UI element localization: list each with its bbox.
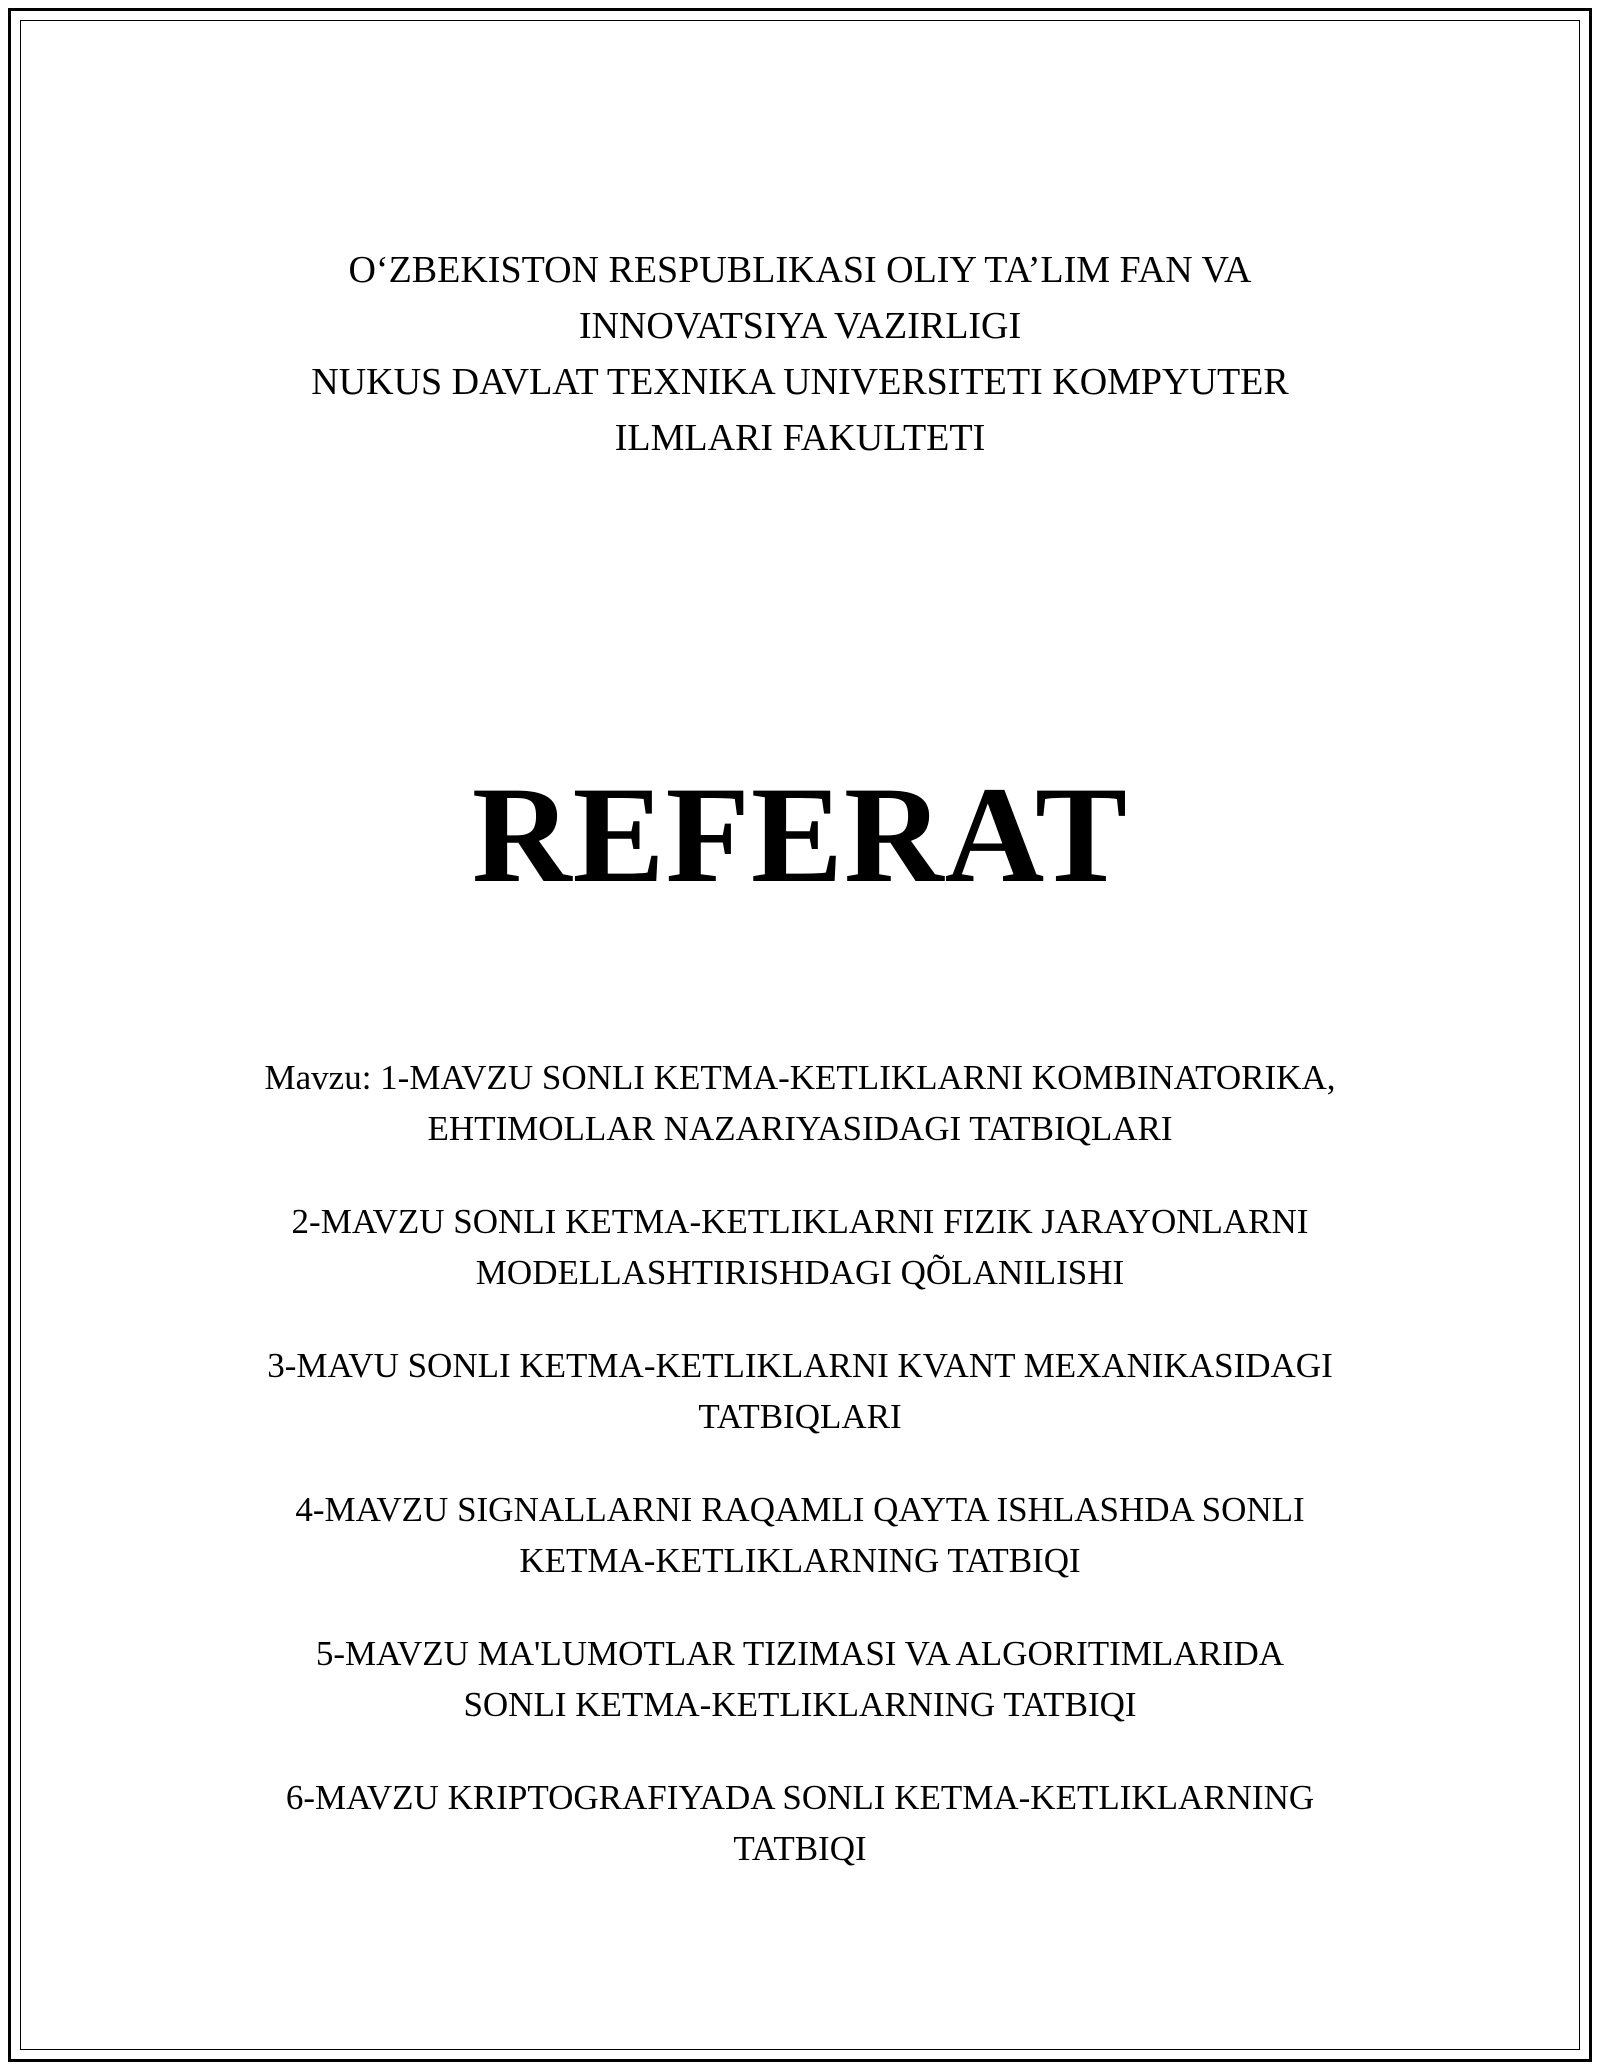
header-line-4: ILMLARI FAKULTETI — [614, 417, 986, 459]
topic-item-2 — [0, 1196, 1600, 1298]
topic-2-line-1: 2-MAVZU SONLI KETMA-KETLIKLARNI FIZIK JARAYONLARNI — [291, 1202, 1309, 1241]
topic-1-line-1: Mavzu: 1-MAVZU SONLI KETMA-KETLIKLARNI KOMBINATORIKA, — [264, 1058, 1336, 1097]
topic-6-line-2: TATBIQI — [733, 1829, 867, 1868]
topic-item-1 — [0, 1052, 1600, 1154]
header-line-3: NUKUS DAVLAT TEXNIKA UNIVERSITETI KOMPYUTER — [311, 361, 1289, 403]
topic-3-line-1: 3-MAVU SONLI KETMA-KETLIKLARNI KVANT MEXANIKASIDAGI — [267, 1346, 1333, 1385]
topic-item-6 — [0, 1772, 1600, 1874]
topic-1-line-2: EHTIMOLLAR NAZARIYASIDAGI TATBIQLARI — [427, 1109, 1173, 1148]
topic-4-line-2: KETMA-KETLIKLARNING TATBIQI — [519, 1541, 1081, 1580]
document-title: REFERAT — [471, 758, 1129, 911]
topic-item-5 — [0, 1628, 1600, 1730]
topic-item-3 — [0, 1340, 1600, 1442]
topic-6-line-1: 6-MAVZU KRIPTOGRAFIYADA SONLI KETMA-KETLIKLARNING — [285, 1778, 1315, 1817]
topic-item-4 — [0, 1484, 1600, 1586]
topic-list — [0, 1052, 1600, 1916]
header-line-1: O‘ZBEKISTON RESPUBLIKASI OLIY TA’LIM FAN VA — [348, 249, 1252, 291]
ministry-header — [0, 242, 1600, 466]
topic-4-line-1: 4-MAVZU SIGNALLARNI RAQAMLI QAYTA ISHLASHDA SONLI — [295, 1490, 1305, 1529]
topic-3-line-2: TATBIQLARI — [698, 1397, 902, 1436]
header-line-2: INNOVATSIYA VAZIRLIGI — [578, 305, 1022, 347]
topic-2-line-2: MODELLASHTIRISHDAGI QÕLANILISHI — [475, 1253, 1125, 1292]
topic-5-line-2: SONLI KETMA-KETLIKLARNING TATBIQI — [463, 1685, 1137, 1724]
topic-5-line-1: 5-MAVZU MA'LUMOTLAR TIZIMASI VA ALGORITIMLARIDA — [315, 1634, 1285, 1673]
